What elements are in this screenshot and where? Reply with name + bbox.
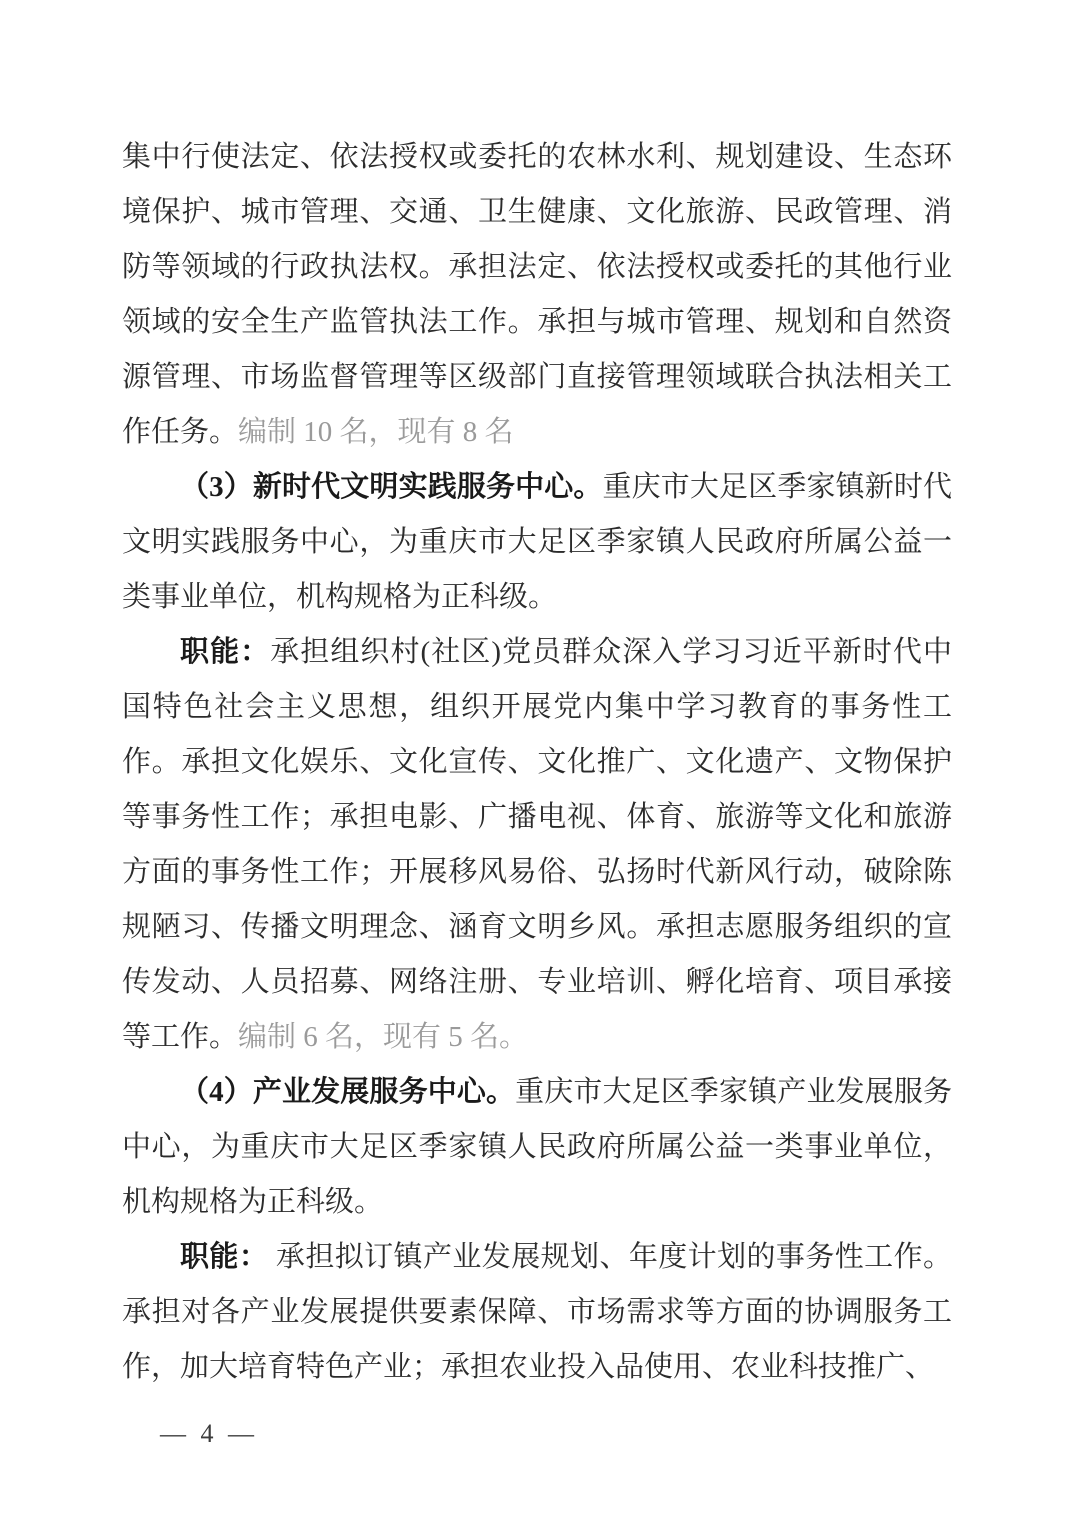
paragraph-segment: 职能： [180, 1241, 276, 1273]
paragraph-segment: （3）新时代文明实践服务中心。 [180, 471, 603, 503]
paragraph-segment: 集中行使法定、依法授权或委托的农林水利、规划建设、生态环境保护、城市管理、交通、卫生健康、文化旅游、民政管理、消防等领域的行政执法权。承担法定、依法授权或委托的其他行业领域的安全生产监管执法工作。承担与城市管理、规划和自然资源管理、市场监督管理等区级部门直接管理领域联合执法相关工作任务。 [122, 141, 952, 448]
paragraph-segment: （4）产业发展服务中心。 [180, 1076, 516, 1108]
page-number: — 4 — [160, 1419, 258, 1448]
paragraph-segment: 承担组织村(社区)党员群众深入学习习近平新时代中国特色社会主义思想，组织开展党内集中学习教育的事务性工作。承担文化娱乐、文化宣传、文化推广、文化遗产、文物保护等事务性工作；承担电影、广播电视、体育、旅游等文化和旅游方面的事务性工作；开展移风易俗、弘扬时代新风行动，破除陈规陋习、传播文明理念、涵育文明乡风。承担志愿服务组织的宣传发动、人员招募、网络注册、专业培训、孵化培育、项目承接等工作。 [122, 636, 952, 1053]
paragraph-segment: 编制 10 名，现有 8 名 [238, 416, 514, 448]
paragraph [122, 1065, 952, 1230]
paragraph [122, 130, 952, 460]
paragraph-segment: 重庆市大足区季家镇产业发展服务中心，为重庆市大足区季家镇人民政府所属公益一类事业单位，机构规格为正科级。 [122, 1076, 952, 1218]
paragraph [122, 625, 952, 1065]
paragraph [122, 460, 952, 625]
paragraph-segment: 承担拟订镇产业发展规划、年度计划的事务性工作。承担对各产业发展提供要素保障、市场需求等方面的协调服务工作，加大培育特色产业；承担农业投入品使用、农业科技推广、 [122, 1241, 952, 1383]
paragraph-segment: 职能： [180, 636, 271, 668]
document-body [122, 130, 952, 1395]
page-footer [160, 1417, 952, 1451]
paragraph [122, 1230, 952, 1395]
paragraph-segment: 重庆市大足区季家镇新时代文明实践服务中心，为重庆市大足区季家镇人民政府所属公益一类事业单位，机构规格为正科级。 [122, 471, 952, 613]
paragraph-segment: 编制 6 名，现有 5 名。 [238, 1021, 529, 1053]
